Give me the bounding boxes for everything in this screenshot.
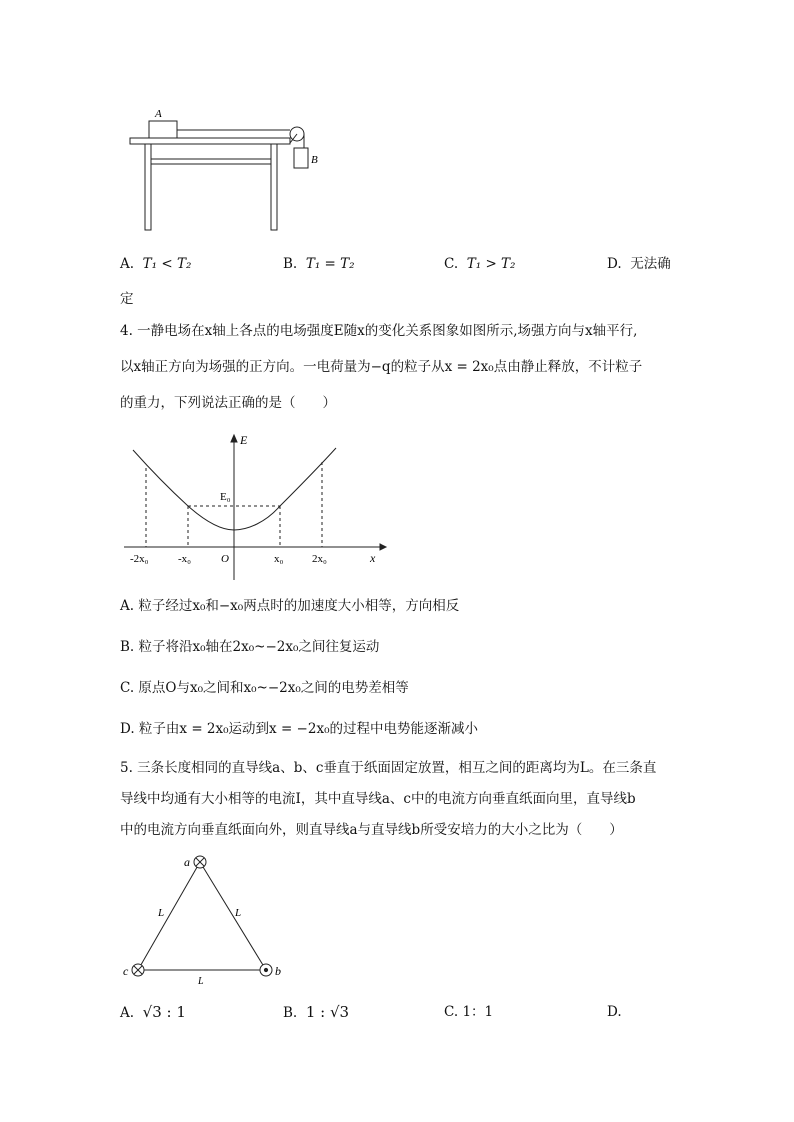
table-pulley-figure: [125, 105, 335, 235]
block-a: [149, 121, 177, 138]
table-leg-right: [271, 144, 277, 230]
y-axis-arrow: [231, 435, 237, 442]
tick-neg-2x0: -2x₀: [130, 553, 149, 565]
tabletop: [130, 138, 290, 144]
wire-a-label: a: [184, 855, 190, 869]
label-b: B: [311, 154, 318, 166]
q5-option-c: C. 1：1: [444, 1004, 494, 1020]
tick-neg-x0: -x₀: [178, 553, 191, 565]
q3-option-a: A. T₁ < T₂: [120, 256, 192, 272]
tick-2x0: 2x₀: [312, 553, 327, 565]
origin-label: O: [221, 553, 229, 565]
wire-c-into-page-icon: [132, 964, 144, 976]
q3-option-c: C. T₁ > T₂: [444, 256, 516, 272]
q5-stem-line1: 5. 三条长度相同的直导线a、b、c垂直于纸面固定放置，相互之间的距离均为L。在三条直: [120, 760, 657, 776]
q5-option-b: B. 1 : √3: [283, 1003, 350, 1021]
q3-option-d: D. 无法确: [607, 256, 671, 272]
block-b: [294, 148, 308, 168]
q3-option-d-wrap: 定: [120, 291, 134, 307]
q4-option-c: C. 原点O与x₀之间和x₀~−2x₀之间的电势差相等: [120, 680, 409, 696]
q4-option-a: A. 粒子经过x₀和−x₀两点时的加速度大小相等，方向相反: [120, 598, 460, 614]
q4-option-d: D. 粒子由x = 2x₀运动到x = −2x₀的过程中电势能逐渐减小: [120, 721, 478, 737]
tick-x0: x₀: [274, 553, 284, 565]
q5-stem-line2: 导线中均通有大小相等的电流I，其中直导线a、c中的电流方向垂直纸面向里，直导线b: [120, 791, 636, 807]
table-crossbar: [151, 159, 271, 164]
side-bottom-label: L: [198, 976, 204, 985]
e0-label: E₀: [220, 491, 231, 503]
q4-stem-line1: 4. 一静电场在x轴上各点的电场强度E随x的变化关系图象如图所示,场强方向与x轴平行,: [120, 323, 638, 339]
q5-stem-line3: 中的电流方向垂直纸面向外，则直导线a与直导线b所受安培力的大小之比为（ ）: [120, 822, 623, 838]
wire-triangle-figure: [118, 850, 288, 985]
wire-c-label: c: [123, 964, 129, 978]
wire-a-into-page-icon: [194, 856, 206, 868]
electric-field-graph: [118, 430, 388, 582]
q3-option-b: B. T₁ = T₂: [283, 256, 355, 272]
y-axis-label: E: [240, 433, 248, 447]
side-right-label: L: [235, 907, 242, 919]
x-axis-arrow: [380, 544, 386, 550]
x-axis-label: x: [370, 551, 376, 565]
label-a: A: [155, 108, 162, 120]
side-left-label: L: [158, 907, 165, 919]
wire-b-out-of-page-icon: [260, 964, 272, 976]
table-leg-left: [145, 144, 151, 230]
q4-option-b: B. 粒子将沿x₀轴在2x₀~−2x₀之间往复运动: [120, 639, 380, 655]
q4-stem-line2: 以x轴正方向为场强的正方向。一电荷量为−q的粒子从x = 2x₀点由静止释放，不计粒子: [120, 359, 643, 375]
q4-stem-line3: 的重力，下列说法正确的是（ ）: [120, 395, 336, 411]
q5-option-a: A. √3 : 1: [120, 1003, 186, 1021]
wire-b-label: b: [275, 964, 281, 978]
q5-option-d: D.: [607, 1004, 622, 1020]
